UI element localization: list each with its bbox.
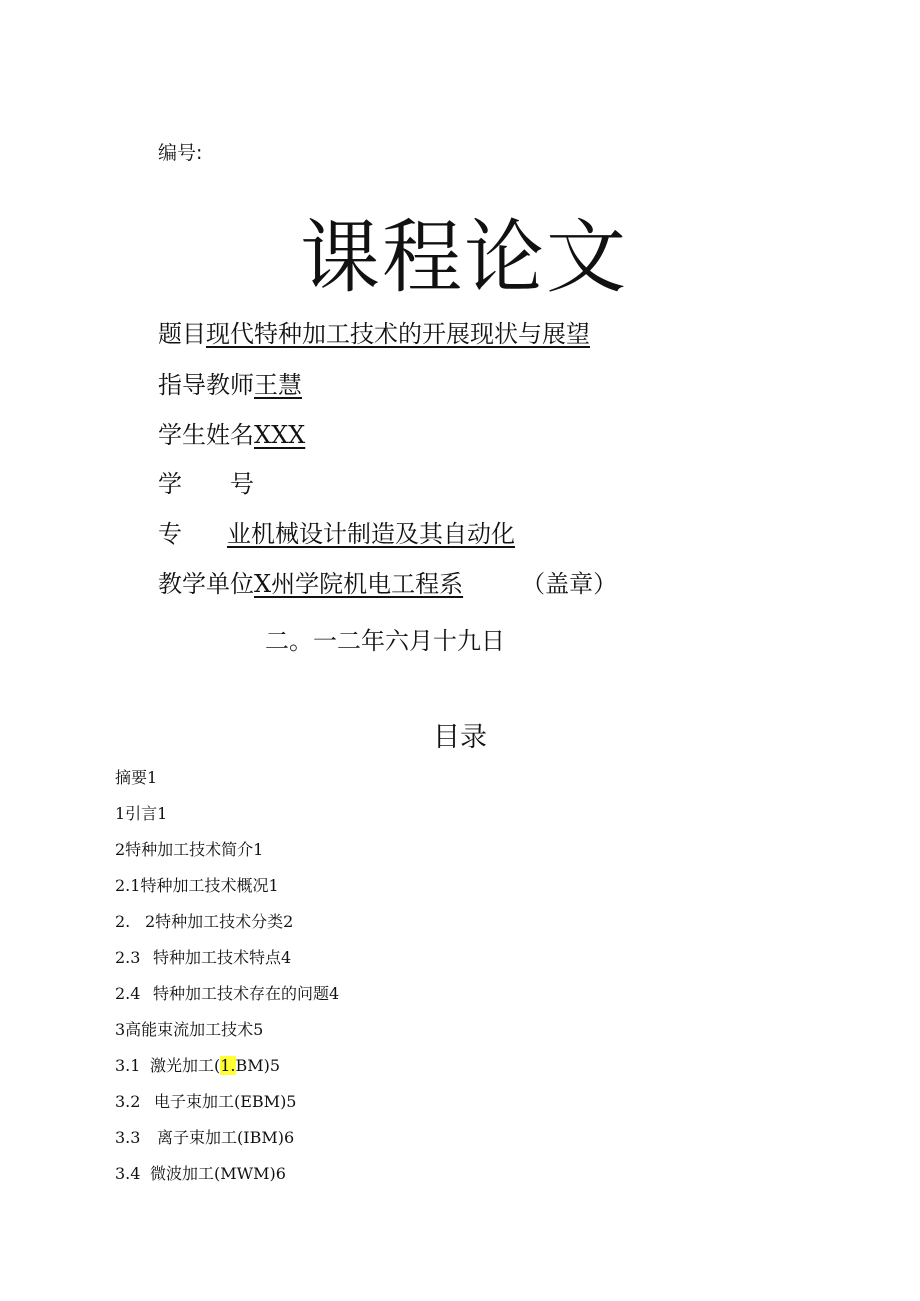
document-date: 二。一二年六月十九日 xyxy=(265,627,505,655)
toc-item: 1引言1 xyxy=(115,804,168,823)
toc-item-text: 离子束加工(IBM)6 xyxy=(157,1128,295,1147)
toc-item-number: 3.1 xyxy=(115,1056,141,1075)
topic-value: 现代特种加工技术的开展现状与展望 xyxy=(206,320,590,348)
major-label: 专 xyxy=(158,520,182,548)
stamp-note: （盖章） xyxy=(521,570,618,598)
advisor-row xyxy=(158,369,302,401)
toc-item-number: 2.4 xyxy=(115,984,141,1003)
student-id-label-first: 学 xyxy=(158,470,182,498)
highlighted-text: 1. xyxy=(220,1056,236,1075)
advisor-value: 王慧 xyxy=(254,371,302,399)
major-value: 业机械设计制造及其自动化 xyxy=(227,520,515,548)
student-id-label-second: 号 xyxy=(230,470,254,498)
document-title: 课程论文 xyxy=(300,211,628,304)
unit-value: X州学院机电工程系 xyxy=(254,570,464,598)
student-row xyxy=(158,419,305,451)
toc-item xyxy=(115,948,291,968)
major-row xyxy=(158,518,515,550)
toc-item-number: 2. xyxy=(115,912,131,931)
topic-row xyxy=(158,318,590,350)
toc-item-number: 2.3 xyxy=(115,948,141,967)
toc-item-number: 3.3 xyxy=(115,1128,141,1147)
toc-item-text: 特种加工技术特点4 xyxy=(153,948,292,967)
serial-number-label: 编号: xyxy=(158,142,203,164)
toc-item-text: 电子束加工(EBM)5 xyxy=(154,1092,297,1111)
unit-row xyxy=(158,568,617,600)
toc-item: 2特种加工技术简介1 xyxy=(115,840,264,859)
toc-item-number: 3.4 xyxy=(115,1164,141,1183)
toc-item-text: 微波加工(MWM)6 xyxy=(150,1164,286,1183)
toc-heading: 目录 xyxy=(433,722,487,753)
toc-item: 摘要1 xyxy=(115,768,158,787)
toc-item xyxy=(115,1092,297,1112)
toc-item: 2.1特种加工技术概况1 xyxy=(115,876,279,895)
toc-item xyxy=(115,1056,280,1076)
toc-item xyxy=(115,1128,294,1148)
student-value: XXX xyxy=(254,421,306,449)
unit-label: 教学单位 xyxy=(158,570,254,598)
toc-item-text: 激光加工( xyxy=(150,1056,221,1075)
toc-item-number: 3.2 xyxy=(115,1092,141,1111)
topic-label: 题目 xyxy=(158,320,206,348)
toc-item-text: 特种加工技术存在的问题4 xyxy=(153,984,340,1003)
toc-item: 3高能束流加工技术5 xyxy=(115,1020,264,1039)
toc-item xyxy=(115,912,293,932)
toc-item xyxy=(115,1164,286,1184)
toc-item-text: 2特种加工技术分类2 xyxy=(145,912,294,931)
toc-item xyxy=(115,984,339,1004)
student-label: 学生姓名 xyxy=(158,421,254,449)
advisor-label: 指导教师 xyxy=(158,371,254,399)
student-id-row xyxy=(158,468,254,500)
toc-item-text-tail: BM)5 xyxy=(235,1056,281,1075)
